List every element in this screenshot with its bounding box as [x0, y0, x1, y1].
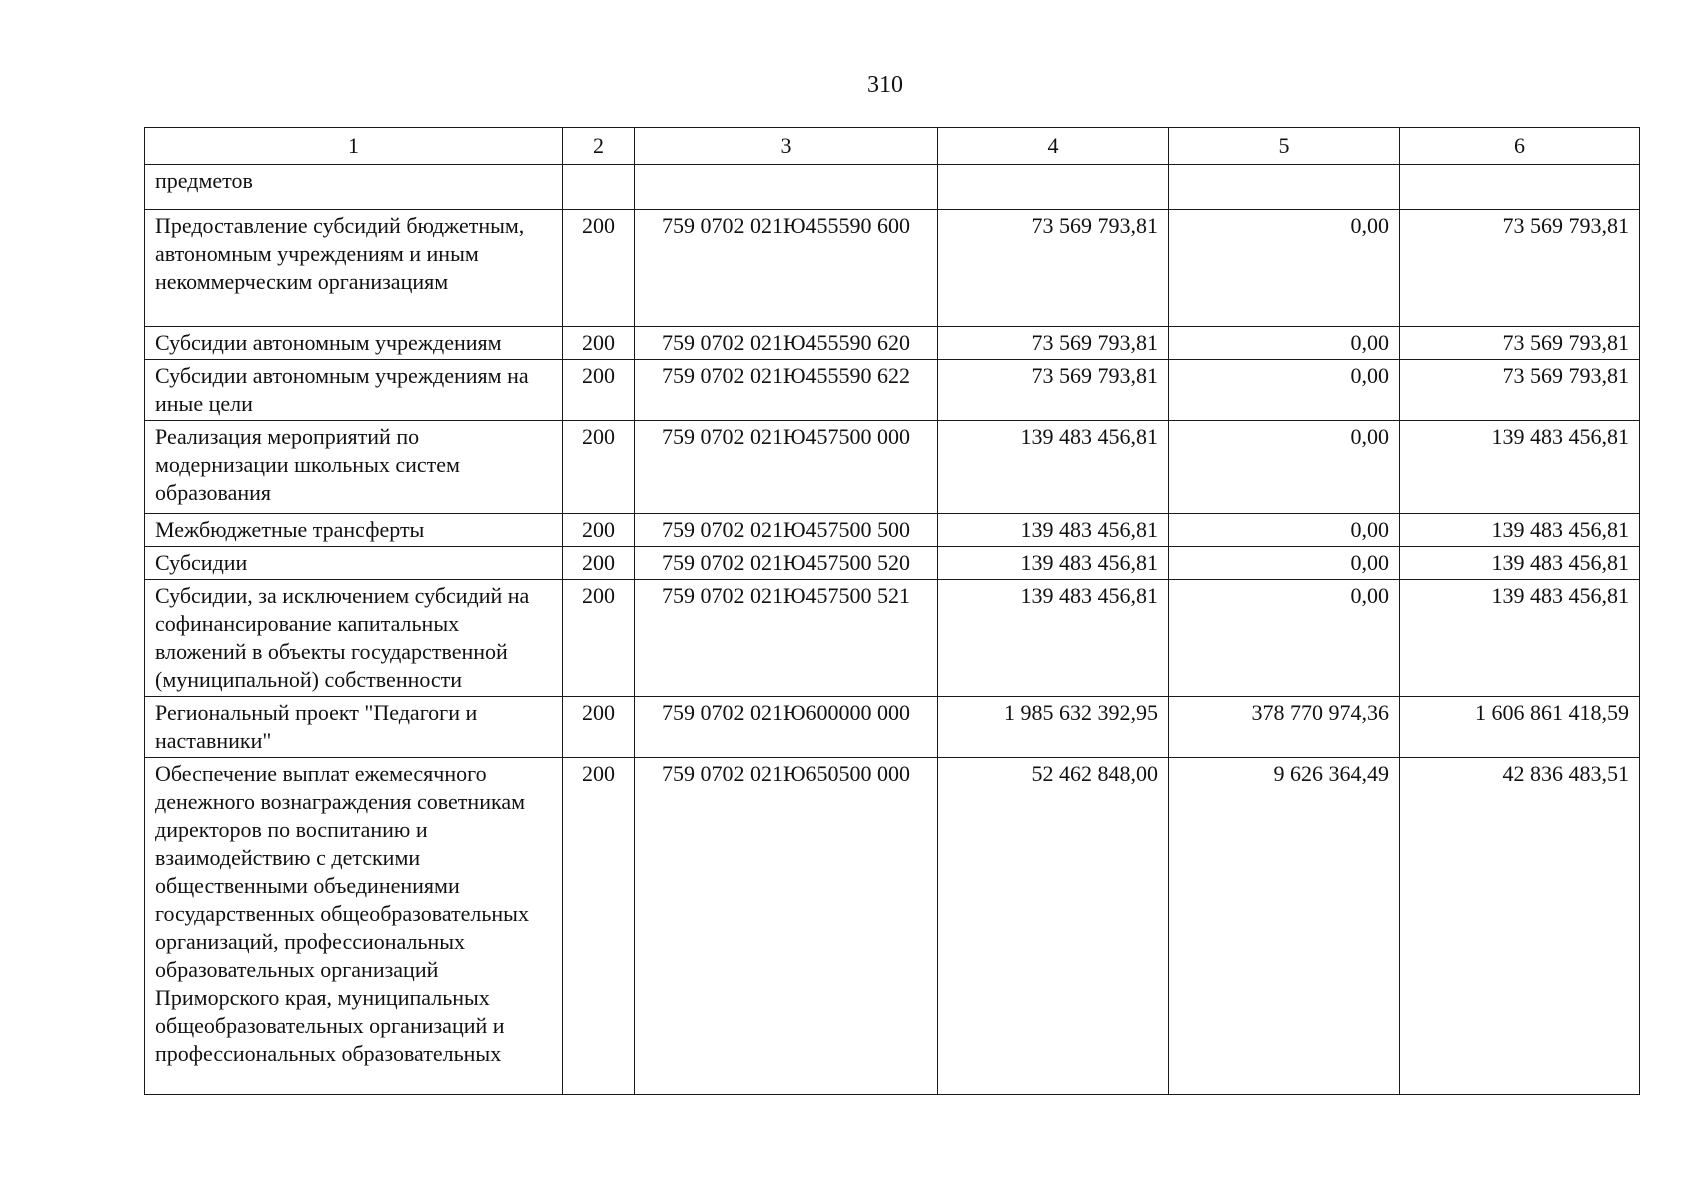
- table-row: [145, 421, 1640, 514]
- row-code: 200: [563, 421, 635, 514]
- row-value-5: 0,00: [1169, 580, 1400, 697]
- row-name: Реализация мероприятий по модернизации школьных систем образования: [145, 421, 563, 514]
- row-name: Субсидии автономным учреждениям на иные цели: [145, 360, 563, 421]
- row-value-5: 0,00: [1169, 327, 1400, 360]
- table-row: [145, 514, 1640, 547]
- row-kbk: 759 0702 021Ю455590 600: [635, 210, 938, 327]
- row-value-4: 73 569 793,81: [938, 210, 1169, 327]
- column-header: 2: [563, 128, 635, 165]
- row-code: 200: [563, 697, 635, 758]
- row-value-4: 139 483 456,81: [938, 547, 1169, 580]
- row-value-6: 139 483 456,81: [1400, 547, 1640, 580]
- row-value-4: [938, 165, 1169, 210]
- column-header: 4: [938, 128, 1169, 165]
- table-row: [145, 758, 1640, 1095]
- row-value-6: 42 836 483,51: [1400, 758, 1640, 1095]
- table-row: [145, 360, 1640, 421]
- column-header: 6: [1400, 128, 1640, 165]
- row-value-4: 1 985 632 392,95: [938, 697, 1169, 758]
- page-number: 310: [867, 72, 903, 98]
- row-kbk: 759 0702 021Ю457500 500: [635, 514, 938, 547]
- row-name: Субсидии, за исключением субсидий на софинансирование капитальных вложений в объекты государственной (муниципальной) собственности: [145, 580, 563, 697]
- table-row: [145, 210, 1640, 327]
- column-header: 1: [145, 128, 563, 165]
- column-header: 3: [635, 128, 938, 165]
- row-kbk: 759 0702 021Ю457500 521: [635, 580, 938, 697]
- row-value-6: 139 483 456,81: [1400, 421, 1640, 514]
- table-row: [145, 697, 1640, 758]
- row-value-5: 0,00: [1169, 514, 1400, 547]
- row-name: Обеспечение выплат ежемесячного денежного вознаграждения советникам директоров по воспитанию и взаимодействию с детскими общественными объединениями государственных общеобразовательных организаций, профессиональных образовательных организаций Приморского края, муниципальных общеобразовательных организаций и профессиональных образовательных: [145, 758, 563, 1095]
- row-value-6: 73 569 793,81: [1400, 210, 1640, 327]
- row-value-5: 0,00: [1169, 421, 1400, 514]
- row-value-5: [1169, 165, 1400, 210]
- row-code: 200: [563, 758, 635, 1095]
- row-value-5: 9 626 364,49: [1169, 758, 1400, 1095]
- row-code: [563, 165, 635, 210]
- column-header: 5: [1169, 128, 1400, 165]
- table-row: [145, 547, 1640, 580]
- row-name: предметов: [145, 165, 563, 210]
- table-row: [145, 327, 1640, 360]
- budget-table: [144, 127, 1640, 1095]
- row-kbk: 759 0702 021Ю455590 620: [635, 327, 938, 360]
- row-code: 200: [563, 580, 635, 697]
- row-name: Субсидии: [145, 547, 563, 580]
- row-value-4: 73 569 793,81: [938, 360, 1169, 421]
- row-value-4: 73 569 793,81: [938, 327, 1169, 360]
- row-value-4: 139 483 456,81: [938, 421, 1169, 514]
- row-code: 200: [563, 327, 635, 360]
- row-name: Межбюджетные трансферты: [145, 514, 563, 547]
- row-name: Региональный проект "Педагоги и наставники": [145, 697, 563, 758]
- row-value-5: 0,00: [1169, 547, 1400, 580]
- row-kbk: 759 0702 021Ю650500 000: [635, 758, 938, 1095]
- row-value-6: 1 606 861 418,59: [1400, 697, 1640, 758]
- row-value-6: [1400, 165, 1640, 210]
- table-row: [145, 580, 1640, 697]
- row-value-4: 52 462 848,00: [938, 758, 1169, 1095]
- row-code: 200: [563, 360, 635, 421]
- row-value-5: 378 770 974,36: [1169, 697, 1400, 758]
- row-name: Субсидии автономным учреждениям: [145, 327, 563, 360]
- row-name: Предоставление субсидий бюджетным, автономным учреждениям и иным некоммерческим организациям: [145, 210, 563, 327]
- row-code: 200: [563, 210, 635, 327]
- row-value-4: 139 483 456,81: [938, 580, 1169, 697]
- column-number-row: [145, 128, 1640, 165]
- row-value-4: 139 483 456,81: [938, 514, 1169, 547]
- row-value-5: 0,00: [1169, 210, 1400, 327]
- row-value-6: 73 569 793,81: [1400, 327, 1640, 360]
- row-kbk: 759 0702 021Ю455590 622: [635, 360, 938, 421]
- row-kbk: [635, 165, 938, 210]
- row-value-6: 139 483 456,81: [1400, 580, 1640, 697]
- row-value-6: 73 569 793,81: [1400, 360, 1640, 421]
- row-kbk: 759 0702 021Ю457500 520: [635, 547, 938, 580]
- row-value-6: 139 483 456,81: [1400, 514, 1640, 547]
- row-kbk: 759 0702 021Ю457500 000: [635, 421, 938, 514]
- table-row: [145, 165, 1640, 210]
- row-value-5: 0,00: [1169, 360, 1400, 421]
- row-kbk: 759 0702 021Ю600000 000: [635, 697, 938, 758]
- row-code: 200: [563, 514, 635, 547]
- row-code: 200: [563, 547, 635, 580]
